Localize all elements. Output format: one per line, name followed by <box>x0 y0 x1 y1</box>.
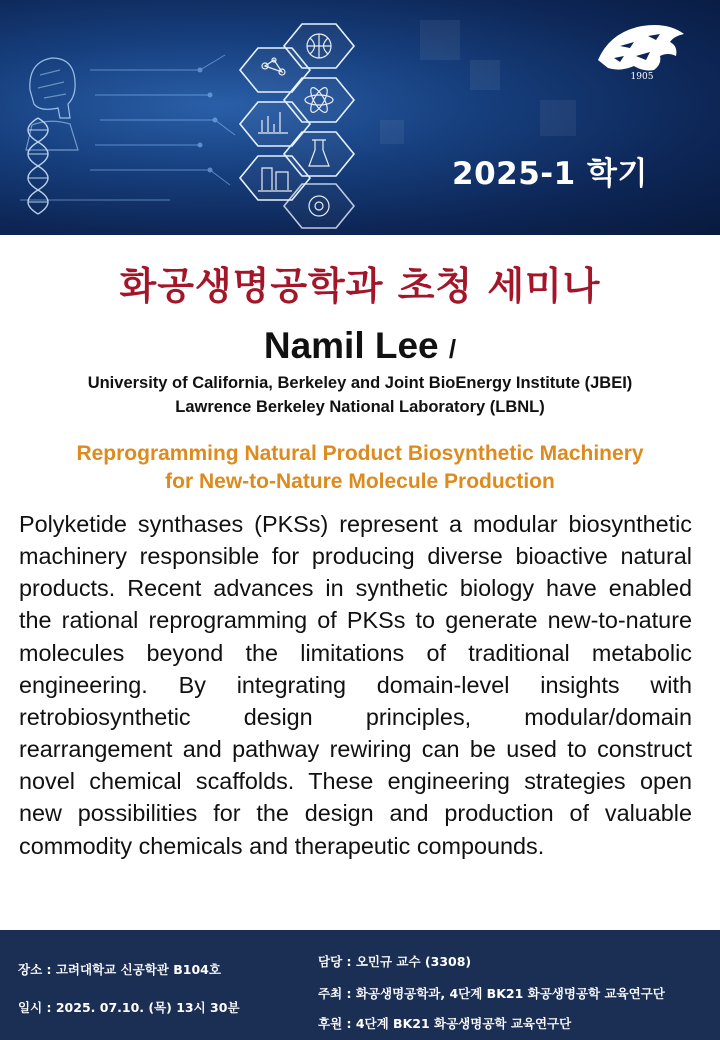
footer-info-bar <box>0 930 720 1040</box>
speaker-name: Namil Lee <box>263 325 439 366</box>
speaker-heading <box>0 325 720 369</box>
speaker-separator: / <box>448 334 457 364</box>
emblem-year: 1905 <box>630 72 654 82</box>
venue-info: 장소 : 고려대학교 신공학관 B104호 <box>18 962 221 977</box>
sponsor-info: 후원 : 4단계 BK21 화공생명공학 교육연구단 <box>318 1016 572 1031</box>
semester-label: 2025-1 학기 <box>452 156 648 192</box>
affiliation-line-1: University of California, Berkeley and Joint BioEnergy Institute (JBEI) <box>87 374 633 392</box>
organizer-info: 주최 : 화공생명공학과, 4단계 BK21 화공생명공학 교육연구단 <box>318 986 665 1001</box>
seminar-title: 화공생명공학과 초청 세미나 <box>119 264 601 308</box>
talk-title-line-2: for New-to-Nature Molecule Production <box>165 470 555 493</box>
human-head-icon <box>26 58 78 150</box>
affiliation-line-2: Lawrence Berkeley National Laboratory (LBNL) <box>175 398 545 416</box>
host-info: 담당 : 오민규 교수 (3308) <box>318 954 472 969</box>
talk-title-line-1: Reprogramming Natural Product Biosynthetic Machinery <box>76 442 644 465</box>
datetime-info: 일시 : 2025. 07.10. (목) 13시 30분 <box>18 1000 240 1015</box>
abstract-text: Polyketide synthases (PKSs) represent a modular biosynthetic machinery responsible for producing diverse bioactive natural products. Recent advances in synthetic biology have enabled the rational reprogramming of PKSs to generate new-to-nature molecules beyond the limitations of traditional metabolic engineering. By integrating domain-level insights with retrobiosynthetic design principles, modular/domain rearrangement and pathway rewiring can be used to construct novel chemical scaffolds. These engineering strategies open new possibilities for the design and production of valuable commodity chemicals and therapeutic compounds. <box>19 511 692 859</box>
talk-title <box>10 440 710 498</box>
header-banner <box>0 0 720 235</box>
